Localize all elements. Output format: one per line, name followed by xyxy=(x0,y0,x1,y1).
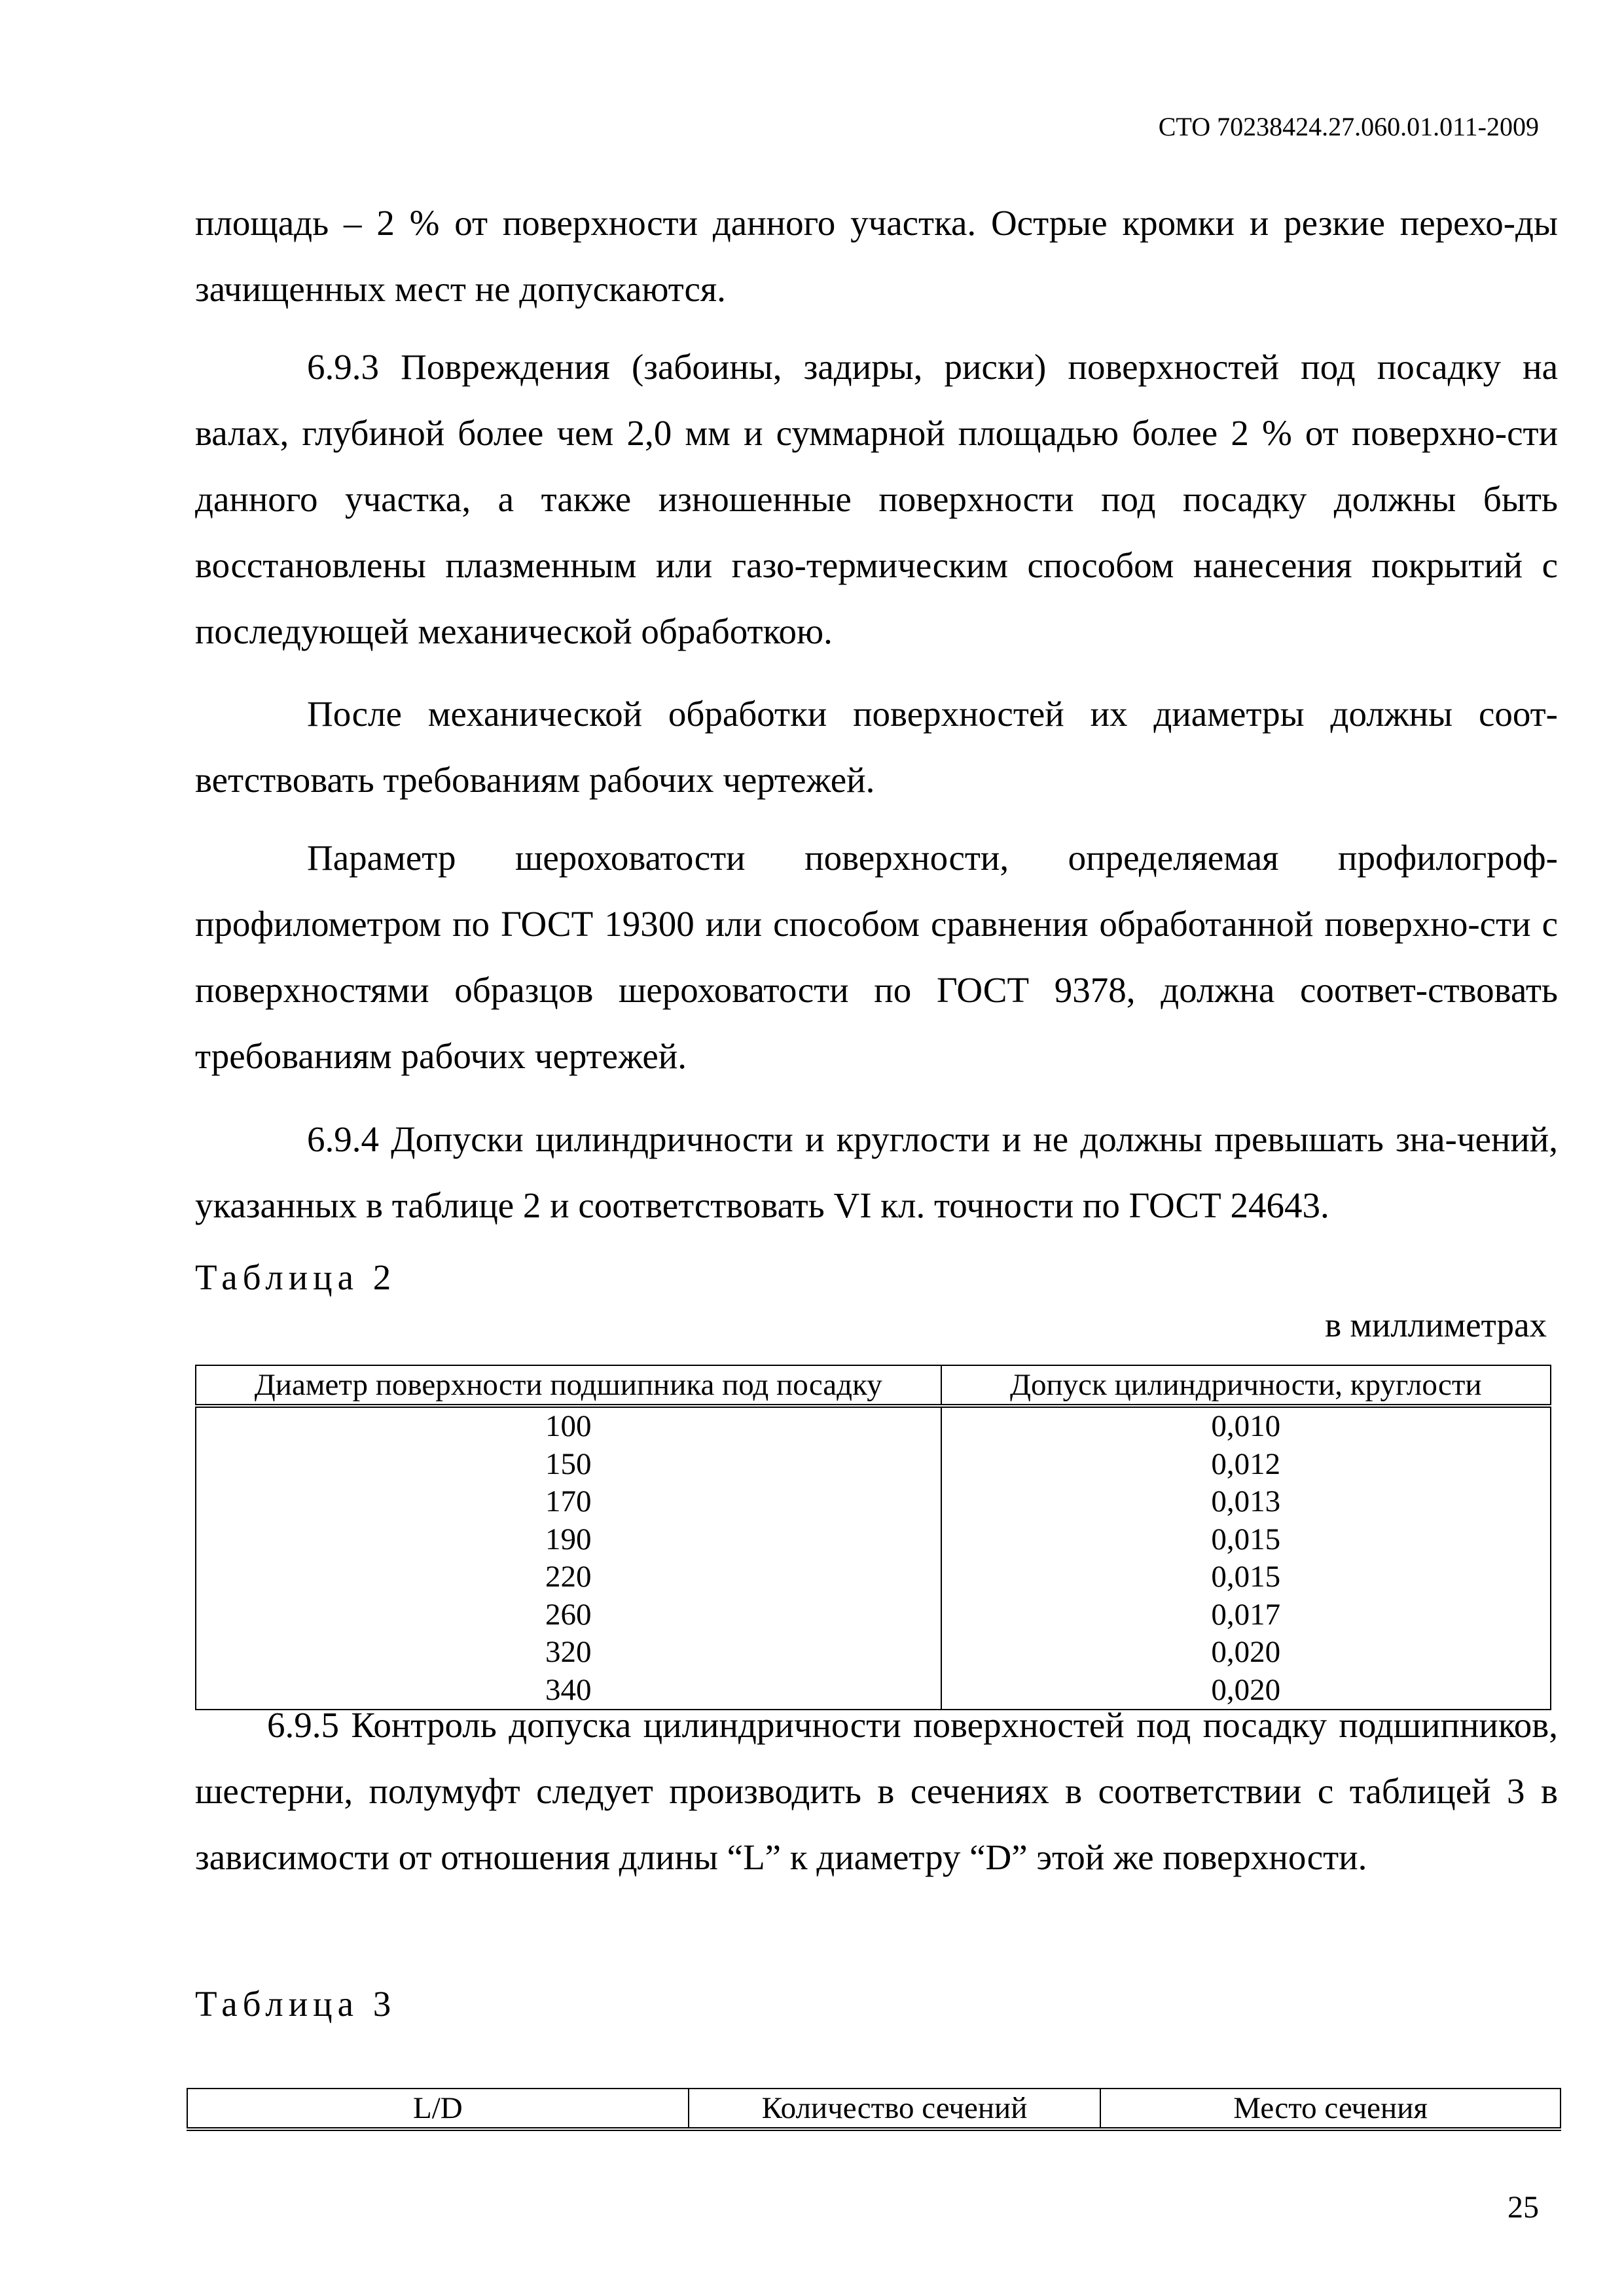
paragraph-6-9-5-text: 6.9.5 Контроль допуска цилиндричности поверхностей под посадку подшипников, шестерни, полумуфт следует производить в сечениях в соответствии с таблицей 3 в зависимости от отношения длины “L” к диаметру “D” этой же поверхности. xyxy=(195,1705,1558,1877)
column-header-section-count: Количество сечений xyxy=(689,2089,1100,2129)
paragraph-6-9-5 xyxy=(195,1692,1558,1890)
table-row xyxy=(196,1483,1551,1521)
table-2-units: в миллиметрах xyxy=(1325,1306,1547,1344)
table-cell: 190 xyxy=(196,1521,941,1559)
paragraph-6-9-3-text: 6.9.3 Повреждения (забоины, задиры, риски) поверхностей под посадку на валах, глубиной более чем 2,0 мм и суммарной площадью более 2 % от поверхно-сти данного участка, а также изношенные поверхности под посадку должны быть восстановлены плазменным или газо-термическим способом нанесения покрытий с последующей механической обработкою. xyxy=(195,347,1558,651)
table-row xyxy=(196,1521,1551,1559)
table-row xyxy=(196,1406,1551,1446)
table-cell: 0,015 xyxy=(941,1521,1551,1559)
table-2 xyxy=(195,1365,1551,1710)
paragraph-6-9-3 xyxy=(195,334,1558,664)
table-cell: 0,013 xyxy=(941,1483,1551,1521)
paragraph-6-9-4 xyxy=(195,1106,1558,1238)
table-cell: 340 xyxy=(196,1672,941,1710)
table-cell: 150 xyxy=(196,1446,941,1484)
table-header-row xyxy=(187,2089,1561,2129)
table-3-caption: Таблица 3 xyxy=(195,1984,397,2024)
table-row xyxy=(196,1634,1551,1672)
table-cell: 0,020 xyxy=(941,1672,1551,1710)
paragraph-6-9-4-text: 6.9.4 Допуски цилиндричности и круглости и не должны превышать зна-чений, указанных в таблице 2 и соответствовать VI кл. точности по ГОСТ 24643. xyxy=(195,1119,1558,1225)
paragraph-after-machining xyxy=(195,681,1558,813)
table-cell: 220 xyxy=(196,1558,941,1596)
table-row xyxy=(196,1596,1551,1634)
paragraph-after-machining-text: После механической обработки поверхностей их диаметры должны соот-ветствовать требованиям рабочих чертежей. xyxy=(195,694,1558,800)
table-header-row xyxy=(196,1365,1551,1406)
document-code-header: СТО 70238424.27.060.01.011-2009 xyxy=(1158,112,1539,141)
table-cell: 0,010 xyxy=(941,1406,1551,1446)
table-cell: 170 xyxy=(196,1483,941,1521)
table-cell: 0,020 xyxy=(941,1634,1551,1672)
table-3 xyxy=(187,2088,1561,2131)
table-row xyxy=(196,1558,1551,1596)
table-row xyxy=(196,1446,1551,1484)
table-2-caption: Таблица 2 xyxy=(195,1257,397,1297)
paragraph-roughness-text: Параметр шероховатости поверхности, определяемая профилогроф-профилометром по ГОСТ 19300 или способом сравнения обработанной поверхно-сти с поверхностями образцов шероховатости по ГОСТ 9378, должна соответ-ствовать требованиям рабочих чертежей. xyxy=(195,838,1558,1076)
column-header-tolerance: Допуск цилиндричности, круглости xyxy=(941,1365,1551,1406)
table-cell: 0,015 xyxy=(941,1558,1551,1596)
paragraph-continuation: площадь – 2 % от поверхности данного участка. Острые кромки и резкие перехо-ды зачищенных мест не допускаются. xyxy=(195,203,1558,309)
table-cell: 260 xyxy=(196,1596,941,1634)
table-cell: 0,012 xyxy=(941,1446,1551,1484)
table-cell: 320 xyxy=(196,1634,941,1672)
column-header-diameter: Диаметр поверхности подшипника под посадку xyxy=(196,1365,941,1406)
column-header-ld: L/D xyxy=(187,2089,689,2129)
table-cell: 0,017 xyxy=(941,1596,1551,1634)
paragraph-roughness xyxy=(195,825,1558,1089)
column-header-section-place: Место сечения xyxy=(1100,2089,1561,2129)
table-cell: 100 xyxy=(196,1406,941,1446)
page-number: 25 xyxy=(1507,2190,1539,2225)
